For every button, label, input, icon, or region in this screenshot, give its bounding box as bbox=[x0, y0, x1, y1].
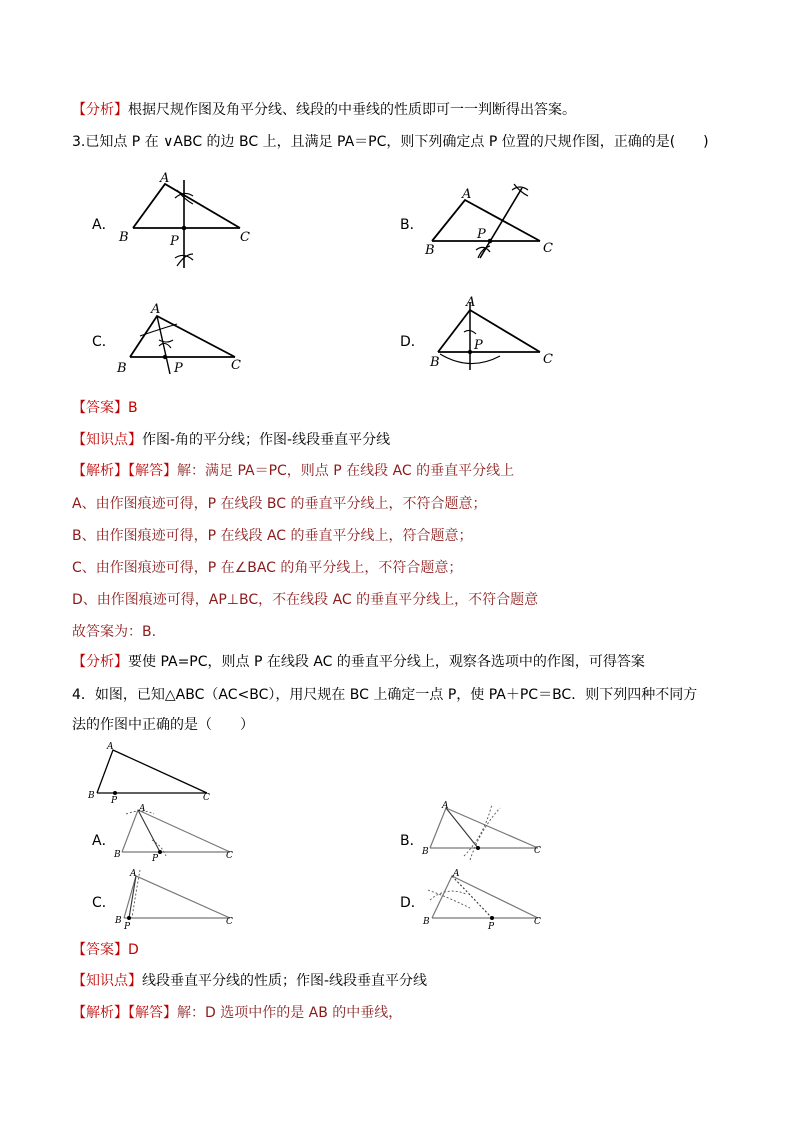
label-a: A bbox=[466, 295, 476, 310]
knowledge-text: 线段垂直平分线的性质；作图-线段垂直平分线 bbox=[142, 973, 428, 989]
q3-knowledge-line bbox=[72, 430, 390, 450]
q3-figure-b bbox=[420, 180, 565, 265]
label-a: A bbox=[453, 869, 460, 879]
label-c: C bbox=[231, 358, 241, 373]
label-b: B bbox=[425, 243, 435, 258]
label-b: B bbox=[117, 361, 127, 376]
solution-text: 解：D 选项中作的是 AB 的中垂线， bbox=[177, 1005, 403, 1021]
knowledge-text: 作图-角的平分线；作图-线段垂直平分线 bbox=[142, 432, 391, 448]
q3-stem: 3.已知点 P 在 ∨ABC 的边 BC 上，且满足 PA＝PC，则下列确定点 P 位置的尺规作图，正确的是( ) bbox=[72, 134, 709, 150]
answer-value: D bbox=[128, 942, 139, 958]
label-c: C bbox=[240, 230, 250, 245]
q4-figure-a bbox=[112, 800, 242, 862]
label-p: P bbox=[124, 922, 131, 930]
label-a: A bbox=[160, 171, 170, 186]
label-a: A bbox=[130, 869, 137, 879]
q2-analysis-line bbox=[72, 100, 576, 120]
q3-solution-line-a: A、由作图痕迹可得，P 在线段 BC 的垂直平分线上，不符合题意； bbox=[72, 496, 487, 512]
knowledge-tag: 【知识点】 bbox=[72, 973, 142, 989]
solution-tag: 【解析】【解答】 bbox=[72, 463, 177, 479]
q4-main-figure bbox=[85, 738, 220, 803]
answer-tag: 【答案】 bbox=[72, 942, 128, 958]
q4-solution-line bbox=[72, 1003, 402, 1023]
label-c: C bbox=[203, 793, 210, 803]
label-b: B bbox=[114, 850, 121, 860]
q3-figure-c bbox=[115, 300, 250, 380]
q4-stem-line2: 法的作图中正确的是（ ） bbox=[72, 717, 254, 733]
label-p: P bbox=[488, 922, 495, 930]
label-a: A bbox=[442, 801, 449, 811]
solution-text: 解：满足 PA＝PC，则点 P 在线段 AC 的垂直平分线上 bbox=[177, 463, 515, 479]
q3-solution-line-c: C、由作图痕迹可得，P 在∠BAC 的角平分线上，不符合题意； bbox=[72, 560, 463, 576]
analysis-tag: 【分析】 bbox=[72, 102, 128, 118]
label-c: C bbox=[534, 917, 541, 927]
q3-option-c-label: C． bbox=[92, 334, 116, 350]
label-p: P bbox=[152, 854, 159, 862]
label-c: C bbox=[543, 352, 553, 367]
q4-option-b-label: B． bbox=[400, 833, 424, 849]
label-b: B bbox=[115, 916, 122, 926]
label-p: P bbox=[477, 227, 486, 242]
label-p: P bbox=[111, 796, 118, 803]
q3-analysis-line bbox=[72, 652, 645, 672]
q3-figure-d bbox=[420, 292, 560, 382]
q3-option-b-label: B． bbox=[400, 217, 424, 233]
label-b: B bbox=[88, 791, 95, 801]
analysis-text: 根据尺规作图及角平分线、线段的中垂线的性质即可一一判断得出答案。 bbox=[128, 102, 576, 118]
label-b: B bbox=[423, 917, 430, 927]
label-b: B bbox=[422, 847, 429, 857]
label-c: C bbox=[226, 917, 233, 927]
q3-option-d-label: D． bbox=[400, 334, 425, 350]
q4-option-d-label: D． bbox=[400, 895, 425, 911]
label-c: C bbox=[226, 851, 233, 861]
label-b: B bbox=[119, 230, 129, 245]
q4-option-a-label: A． bbox=[92, 833, 116, 849]
label-c: C bbox=[534, 846, 541, 856]
label-a: A bbox=[139, 804, 146, 814]
answer-value: B bbox=[128, 400, 138, 416]
label-p: P bbox=[174, 361, 183, 376]
label-p: P bbox=[170, 234, 179, 249]
label-c: C bbox=[543, 241, 553, 256]
q4-figure-d bbox=[420, 868, 550, 930]
q4-figure-c bbox=[112, 868, 242, 930]
q3-figure-a bbox=[115, 168, 255, 273]
label-a: A bbox=[462, 187, 472, 202]
analysis-tag: 【分析】 bbox=[72, 654, 128, 670]
label-p: P bbox=[474, 338, 483, 353]
q4-knowledge-line bbox=[72, 971, 427, 991]
q4-figure-b bbox=[420, 800, 550, 862]
label-a: A bbox=[107, 742, 114, 752]
knowledge-tag: 【知识点】 bbox=[72, 432, 142, 448]
solution-tag: 【解析】【解答】 bbox=[72, 1005, 177, 1021]
q4-option-c-label: C． bbox=[92, 895, 116, 911]
q3-answer-line bbox=[72, 398, 138, 418]
q3-solution-line bbox=[72, 461, 514, 481]
answer-tag: 【答案】 bbox=[72, 400, 128, 416]
q3-option-a-label: A． bbox=[92, 217, 116, 233]
q3-solution-line-d: D、由作图痕迹可得，AP⊥BC，不在线段 AC 的垂直平分线上，不符合题意 bbox=[72, 592, 539, 608]
q4-answer-line bbox=[72, 940, 139, 960]
q3-conclusion: 故答案为：B. bbox=[72, 624, 157, 640]
q4-stem-line1: 4．如图，已知△ABC（AC<BC），用尺规在 BC 上确定一点 P，使 PA＋PC＝BC．则下列四种不同方 bbox=[72, 687, 698, 703]
q3-solution-line-b: B、由作图痕迹可得，P 在线段 AC 的垂直平分线上，符合题意； bbox=[72, 528, 473, 544]
label-b: B bbox=[430, 355, 440, 370]
label-a: A bbox=[151, 302, 161, 317]
analysis-text: 要使 PA=PC，则点 P 在线段 AC 的垂直平分线上，观察各选项中的作图，可得答案 bbox=[128, 654, 645, 670]
